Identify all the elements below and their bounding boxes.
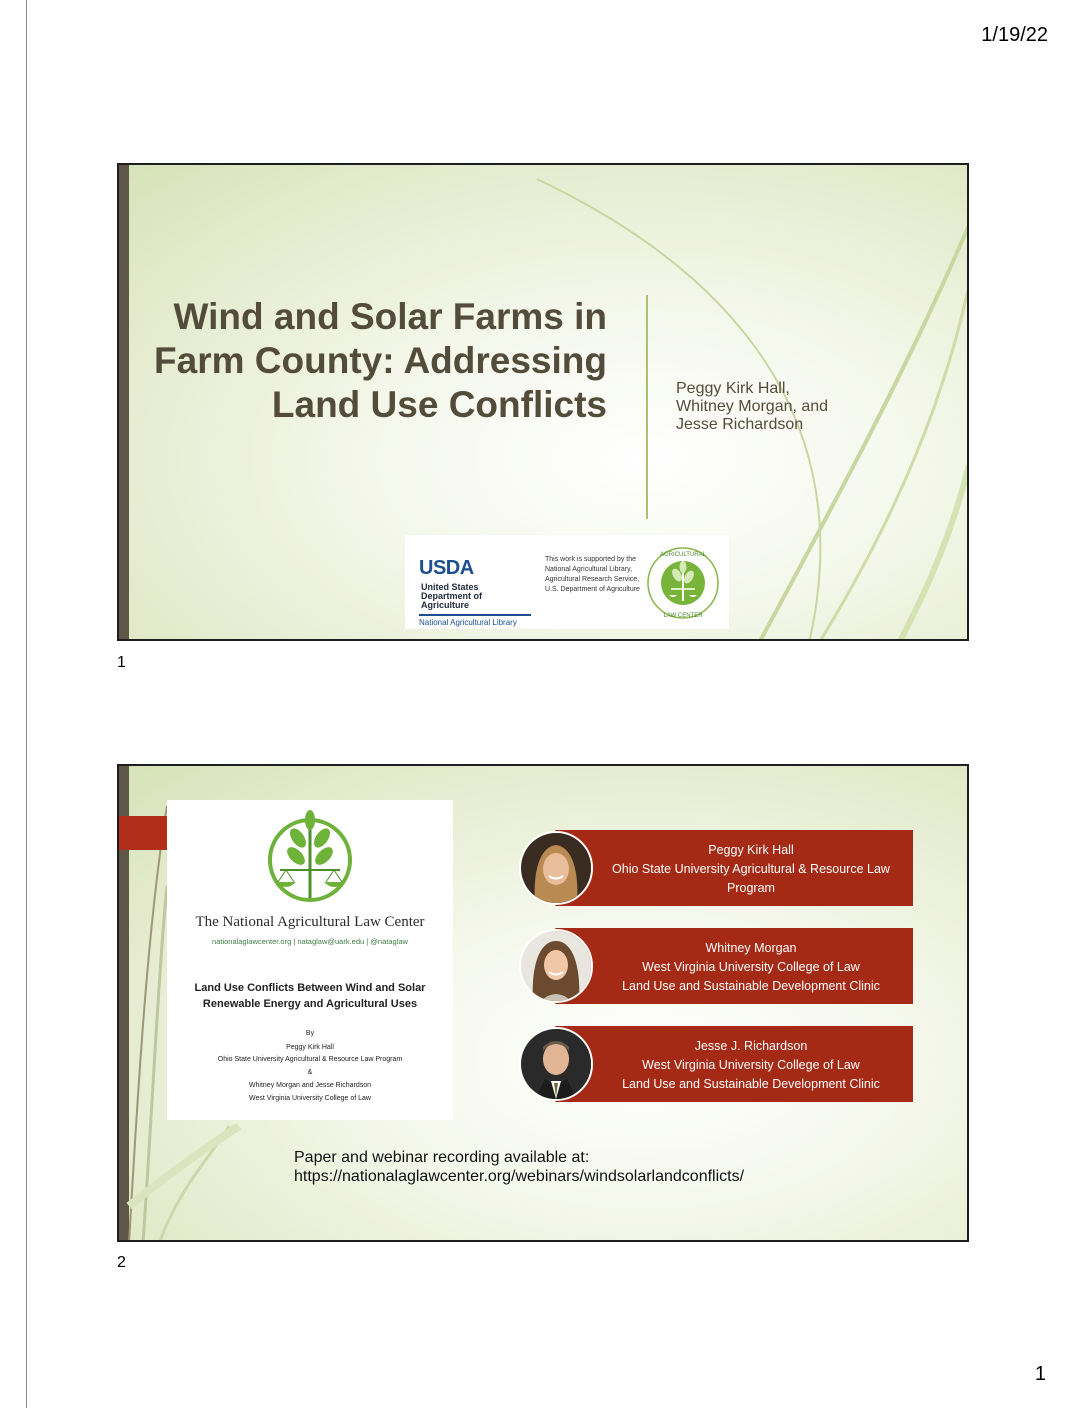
- slide-2: [117, 764, 969, 1242]
- presenter-photo: [519, 929, 593, 1003]
- presenter-name: Whitney Morgan: [705, 940, 797, 955]
- author-line: Peggy Kirk Hall,: [676, 380, 790, 397]
- slide-number: 1: [117, 654, 126, 671]
- author-line: Jesse Richardson: [676, 416, 804, 433]
- presenter-card: [519, 928, 913, 1004]
- paper-title: Land Use Conflicts Between Wind and Solar Renewable Energy and Agricultural Uses: [194, 982, 426, 1010]
- webinar-link[interactable]: https://nationalaglawcenter.org/webinars/windsolarlandconflicts/: [294, 1168, 745, 1185]
- presenter-photo: [519, 831, 593, 905]
- presenter-card: [519, 830, 913, 906]
- page-left-rule: [26, 0, 27, 1408]
- presenter-card: [519, 1026, 913, 1102]
- nalc-seal-icon: [645, 545, 721, 621]
- usda-department-text: [421, 583, 482, 610]
- presenter-info: [555, 1026, 913, 1102]
- slide-1: [117, 163, 969, 641]
- presenter-info: [555, 830, 913, 906]
- presenter-photo: [519, 1027, 593, 1101]
- usda-rule: [419, 614, 531, 616]
- title-divider: [646, 295, 648, 519]
- presenter-name: Peggy Kirk Hall: [708, 842, 794, 857]
- usda-logo: [419, 557, 539, 627]
- presenter-affiliation: Ohio State University Agricultural & Resource Law Program: [612, 861, 890, 895]
- support-statement: This work is supported by the National Agricultural Library, Agricultural Research Service, U.S. Department of Agriculture: [545, 556, 640, 593]
- slide-title: Wind and Solar Farms in Farm County: Addressing Land Use Conflicts: [154, 296, 607, 425]
- svg-text:LAW CENTER: LAW CENTER: [663, 613, 703, 619]
- presenter-affiliation: West Virginia University College of Law: [642, 1057, 860, 1072]
- nalc-logo-icon: [264, 806, 356, 906]
- usda-line: United States: [421, 582, 479, 592]
- paper-cover-image: [167, 800, 453, 1120]
- usda-line: Agriculture: [421, 600, 470, 610]
- usda-line: Department of: [421, 591, 483, 601]
- author-line: Whitney Morgan, and: [676, 398, 829, 415]
- paper-ampersand: &: [307, 1069, 313, 1076]
- usda-wordmark: USDA: [419, 557, 474, 579]
- paper-affiliation: Ohio State University Agricultural & Resource Law Program: [217, 1056, 403, 1063]
- author-list: [676, 380, 906, 434]
- availability-text: Paper and webinar recording available at:: [294, 1149, 590, 1166]
- paper-author: Peggy Kirk Hall: [286, 1044, 334, 1051]
- presenter-name: Jesse J. Richardson: [694, 1038, 808, 1053]
- paper-by: By: [305, 1030, 315, 1037]
- organization-name: The National Agricultural Law Center: [195, 914, 425, 930]
- presenter-clinic: Land Use and Sustainable Development Clinic: [622, 978, 880, 993]
- presenter-affiliation: West Virginia University College of Law: [642, 959, 860, 974]
- slide-number: 2: [117, 1254, 126, 1271]
- page-date: 1/19/22: [981, 24, 1048, 46]
- paper-affiliation: West Virginia University College of Law: [249, 1095, 371, 1102]
- presenter-clinic: Land Use and Sustainable Development Clinic: [622, 1076, 880, 1091]
- organization-contact: nationalaglawcenter.org | nataglaw@uark.edu | @nataglaw: [212, 937, 408, 946]
- usda-library-text: National Agricultural Library: [419, 618, 517, 627]
- accent-tab: [119, 816, 169, 850]
- sponsor-logo-box: [405, 535, 729, 629]
- svg-text:AGRICULTURAL: AGRICULTURAL: [660, 552, 706, 558]
- availability-note: [294, 1148, 934, 1186]
- presenter-info: [555, 928, 913, 1004]
- paper-author: Whitney Morgan and Jesse Richardson: [248, 1082, 372, 1089]
- page-number: 1: [1034, 1363, 1046, 1385]
